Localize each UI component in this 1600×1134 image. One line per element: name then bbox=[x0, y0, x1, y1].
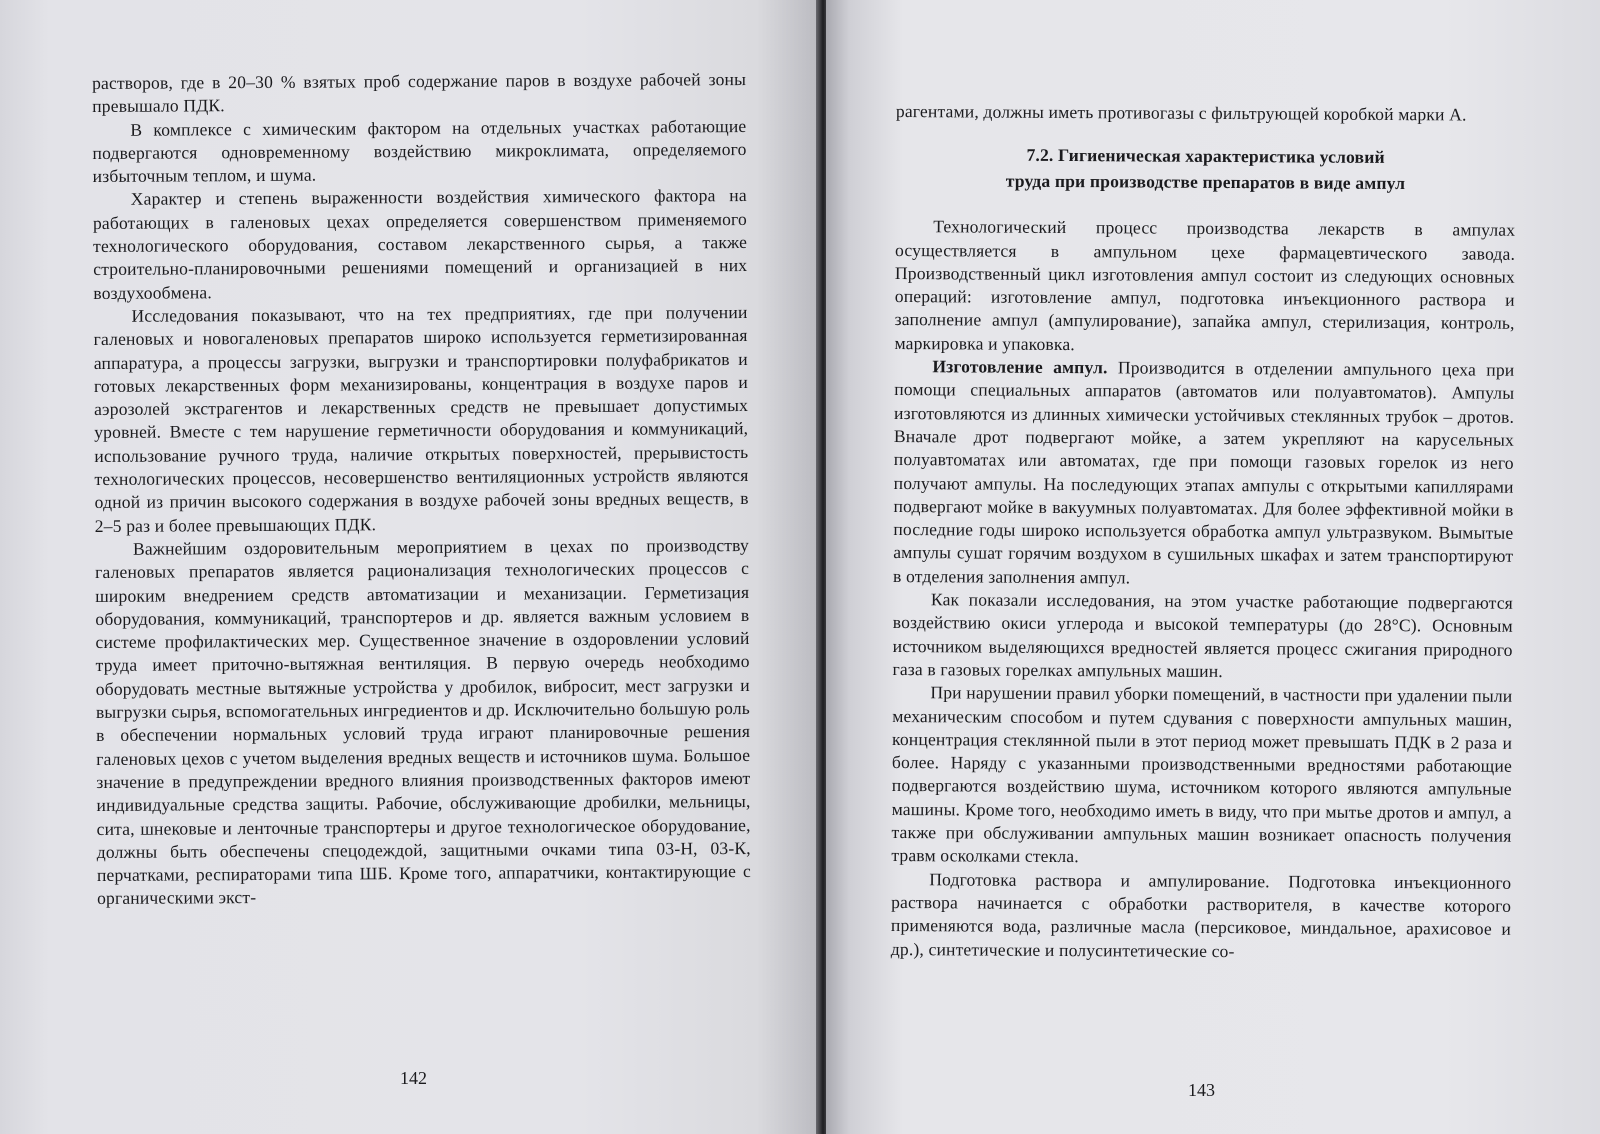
paragraph-body: Производится в отделении ампульного цеха при помощи специальных аппаратов (автоматов или полуавтоматов). Ампулы изготовляются из длинных химически устойчивых стеклянных трубок – дротов. Вначале дрот подвергают мойке, а затем укрепляют на карусельных полуавтоматах или автоматах, где при помощи газовых горелок из него получают ампулы. На последующих этапах ампулы с открытыми капиллярами подвергают мойке в вакуумных полуавтоматах. Для более эффективной мойки в последние годы широко используется обработка ампул ультразвуком. Вымытые ампулы сушат горячим воздухом в сушильных шкафах и затем транспортируют в отделения заполнения ампул. bbox=[893, 357, 1515, 588]
paragraph: Технологический процесс производства лекарств в ампулах осуществляется в ампульном цехе фармацевтического завода. Производственный цикл изготовления ампул состоит из следующих основных операций: изготовление ампул, подготовка инъекционного раствора и заполнение ампул (ампулирование), запайка ампул, стерилизация, контроль, маркировка и упаковка. bbox=[894, 216, 1516, 354]
paragraph: Характер и степень выраженности воздействия химического фактора на работающих в галеновых цехах определяется совершенством применяемого технологического оборудования, составом лекарственного сырья, а также строительно-планировочными решениями помещений и организацией в них воздухообмена. bbox=[92, 185, 748, 303]
section-heading bbox=[895, 141, 1515, 197]
paragraph: При нарушении правил уборки помещений, в частности при удалении пыли механическим способом и путем сдувания с поверхности ампульных машин, концентрация стеклянной пыли в этот период может превышать ПДК в 2 раза и более. Наряду с указанными производственными вредностями работающие подвергаются воздействию шума, источником которого являются ампульные машины. Кроме того, необходимо иметь в виду, что при мытье дротов и ампул, а также при обслуживании ампульных машин возникает опасность получения травм осколками стекла. bbox=[891, 682, 1513, 867]
left-page-text bbox=[92, 68, 751, 911]
paragraph: Подготовка раствора и ампулирование. Подготовка инъекционного раствора начинается с обработки растворителя, в качестве которого применяются вода, различные масла (персиковое, миндальное, арахисовое и др.), синтетические и полусинтетические со- bbox=[890, 868, 1512, 961]
paragraph: В комплексе с химическим фактором на отдельных участках работающие подвергаются одновременному воздействию микроклимата, определяемого избыточным теплом, и шума. bbox=[92, 115, 747, 187]
section-heading-line: труда при производстве препаратов в виде ампул bbox=[1005, 170, 1406, 194]
paragraph: рагентами, должны иметь противогазы с фильтрующей коробкой марки А. bbox=[895, 100, 1467, 125]
paragraph: Исследования показывают, что на тех предприятиях, где при получении галеновых и новогаленовых препаратов широко используется герметизированная аппаратура, а процессы загрузки, выгрузки и транспортировки полуфабрикатов и готовых лекарственных форм механизированы, концентрация в воздухе паров и аэрозолей экстрагентов и лекарственных средств не превышает допустимых уровней. Вместе с тем нарушение герметичности оборудования и коммуникаций, использование ручного труда, наличие открытых поверхностей, прерывистость технологических процессов, несовершенство вентиляционных устройств являются одной из причин высокого содержания в воздухе рабочей зоны вредных веществ, в 2–5 раз и более превышающих ПДК. bbox=[93, 301, 749, 536]
right-page bbox=[826, 0, 1600, 1134]
page-number: 143 bbox=[1188, 1080, 1215, 1100]
paragraph-lead: Изготовление ампул. bbox=[932, 356, 1108, 378]
section-heading-line: 7.2. Гигиеническая характеристика условий bbox=[1026, 145, 1385, 168]
paragraph: Важнейшим оздоровительным мероприятием в цехах по производству галеновых препаратов является рационализация технологических процессов с широким внедрением средств автоматизации и механизации. Герметизация оборудования, коммуникаций, транспортеров и др. является важным условием в системе профилактических мер. Существенное значение в оздоровлении условий труда имеет приточно-вытяжная вентиляция. В первую очередь необходимо оборудовать местные вытяжные устройства у дробилок, вибросит, мест загрузки и выгрузки сырья, вспомогательных ингредиентов и др. Исключительно большую роль в обеспечении нормальных условий труда играют планировочные решения галеновых цехов с учетом выделения вредных веществ и источников шума. Большое значение в предупреждении вредного влияния производственных факторов имеют индивидуальные средства защиты. Рабочие, обслуживающие дробилки, мельницы, сита, шнековые и ленточные транспортеры и другое технологическое оборудование, должны быть обеспечены спецодеждой, защитными очками типа 03-Н, 03-К, перчатками, респираторами типа ШБ. Кроме того, аппаратчики, контактирующие с органическими экст- bbox=[94, 534, 751, 909]
paragraph bbox=[893, 355, 1514, 592]
paragraph: растворов, где в 20–30 % взятых проб содержание паров в воздухе рабочей зоны превышало ПДК. bbox=[92, 69, 747, 117]
page-number: 142 bbox=[400, 1068, 427, 1088]
right-page-text bbox=[891, 100, 1516, 965]
paragraph: Как показали исследования, на этом участке работающие подвергаются воздействию окиси углерода и высокой температуры (до 28°С). Основным источником выделяющихся вредностей является процесс сжигания природного газа в газовых горелках ампульных машин. bbox=[892, 589, 1514, 681]
